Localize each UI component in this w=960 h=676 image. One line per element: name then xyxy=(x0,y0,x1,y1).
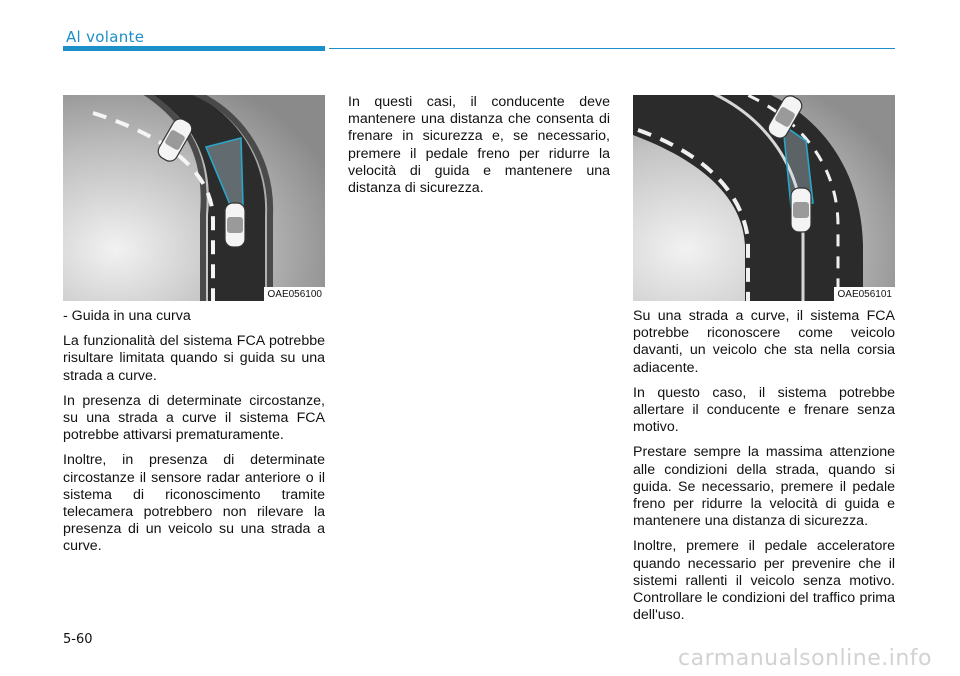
paragraph: In presenza di determinate circostanze, su una strada a curve il sistema FCA potrebbe attivarsi prematuramente. xyxy=(63,392,325,444)
left-column xyxy=(63,308,325,564)
paragraph: In questi casi, il conducente deve mantenere una distanza che consenta di frenare in sicurezza e, se necessario, premere il pedale freno per ridurre la velocità di guida e mantenere una distanza di sicurezza. xyxy=(348,94,610,197)
watermark: carmanualsonline.info xyxy=(678,646,932,671)
middle-column xyxy=(348,94,610,205)
figure-curve-1 xyxy=(63,95,325,301)
figure-curve-2 xyxy=(633,95,895,301)
paragraph: Inoltre, in presenza di determinate circostanze il sensore radar anteriore o il sistema di riconoscimento tramite telecamera potrebbero non rilevare la presenza di un veicolo su una strada a curve. xyxy=(63,452,325,555)
header-rule-thick xyxy=(63,46,325,51)
figure-code: OAE056100 xyxy=(264,287,326,301)
own-car-icon xyxy=(225,203,245,247)
curve-illustration-2 xyxy=(633,95,895,301)
section-title: Al volante xyxy=(66,28,145,46)
curve-illustration-1 xyxy=(63,95,325,301)
figure-code: OAE056101 xyxy=(834,287,896,301)
paragraph: La funzionalità del sistema FCA potrebbe risultare limitata quando si guida su una strada a curve. xyxy=(63,333,325,384)
subheading: - Guida in una curva xyxy=(63,308,191,324)
paragraph: Su una strada a curve, il sistema FCA potrebbe riconoscere come veicolo davanti, un veicolo che sta nella corsia adiacente. xyxy=(633,308,895,376)
own-car-icon xyxy=(791,188,811,232)
right-column xyxy=(633,308,895,632)
paragraph: In questo caso, il sistema potrebbe allertare il conducente e frenare senza motivo. xyxy=(633,384,895,436)
paragraph: Inoltre, premere il pedale acceleratore quando necessario per prevenire che il sistemi rallenti il veicolo senza motivo. Controllare le condizioni del traffico prima dell'uso. xyxy=(633,538,895,624)
header-rule-thin xyxy=(329,48,895,49)
paragraph: Prestare sempre la massima attenzione alle condizioni della strada, quando si guida. Se necessario, premere il pedale freno per ridurre la velocità di guida e mantenere una distanza di sicurezza. xyxy=(633,444,895,530)
page-number: 5-60 xyxy=(63,632,93,647)
